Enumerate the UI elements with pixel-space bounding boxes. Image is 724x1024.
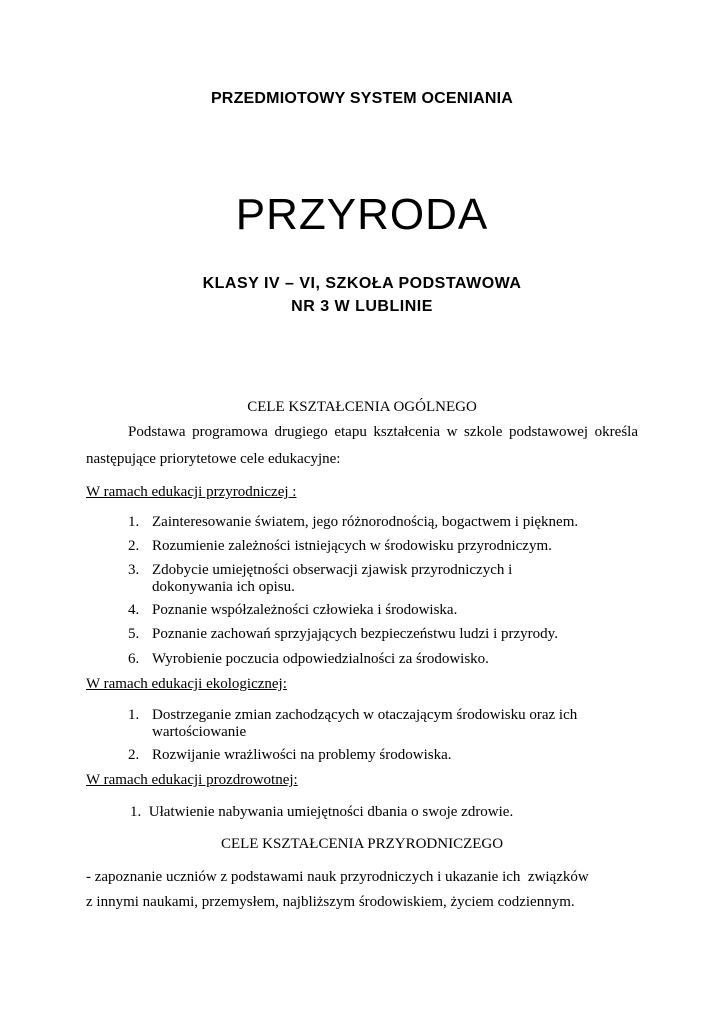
list-number: 2.	[128, 747, 140, 763]
list-number: 4.	[128, 602, 140, 618]
ecology-education-heading: W ramach edukacji ekologicznej:	[86, 676, 287, 692]
intro-line-2: następujące priorytetowe cele edukacyjne:	[86, 451, 341, 467]
system-title: PRZEDMIOTOWY SYSTEM OCENIANIA	[210, 90, 514, 107]
class-line-2: NR 3 W LUBLINIE	[291, 298, 433, 315]
intro-line-1: Podstawa programowa drugiego etapu kształcenia w szkole podstawowej określa	[128, 424, 638, 440]
list-text: wartościowanie	[152, 724, 247, 740]
nature-education-heading: W ramach edukacji przyrodniczej :	[86, 484, 297, 500]
list-text: Zainteresowanie światem, jego różnorodnością, bogactwem i pięknem.	[152, 514, 579, 530]
nature-goals-heading: CELE KSZTAŁCENIA PRZYRODNICZEGO	[220, 836, 504, 852]
list-text: Zdobycie umiejętności obserwacji zjawisk przyrodniczych i	[152, 562, 513, 578]
subject-title: PRZYRODA	[235, 190, 489, 239]
health-education-heading: W ramach edukacji prozdrowotnej:	[86, 772, 298, 788]
list-item: 1. Ułatwienie nabywania umiejętności dbania o swoje zdrowie.	[130, 804, 514, 820]
general-goals-heading: CELE KSZTAŁCENIA OGÓLNEGO	[247, 399, 477, 415]
list-text: Wyrobienie poczucia odpowiedzialności za środowisko.	[152, 651, 489, 667]
nature-goals-line-1: - zapoznanie uczniów z podstawami nauk przyrodniczych i ukazanie ich związków	[86, 869, 589, 885]
list-number: 6.	[128, 651, 140, 667]
list-text: Dostrzeganie zmian zachodzących w otaczającym środowisku oraz ich	[152, 707, 578, 723]
list-text: dokonywania ich opisu.	[152, 579, 295, 595]
list-text: Poznanie zachowań sprzyjających bezpieczeństwu ludzi i przyrody.	[152, 626, 558, 642]
list-number: 5.	[128, 626, 140, 642]
list-number: 2.	[128, 538, 140, 554]
list-text: Rozwijanie wrażliwości na problemy środowiska.	[152, 747, 452, 763]
nature-goals-line-2: z innymi naukami, przemysłem, najbliższym środowiskiem, życiem codziennym.	[86, 894, 575, 910]
list-text: Rozumienie zależności istniejących w środowisku przyrodniczym.	[152, 538, 552, 554]
list-number: 3.	[128, 562, 140, 578]
class-line-1: KLASY IV – VI, SZKOŁA PODSTAWOWA	[202, 275, 522, 292]
list-number: 1.	[128, 707, 140, 723]
list-number: 1.	[128, 514, 140, 530]
list-text: Poznanie współzależności człowieka i środowiska.	[152, 602, 458, 618]
